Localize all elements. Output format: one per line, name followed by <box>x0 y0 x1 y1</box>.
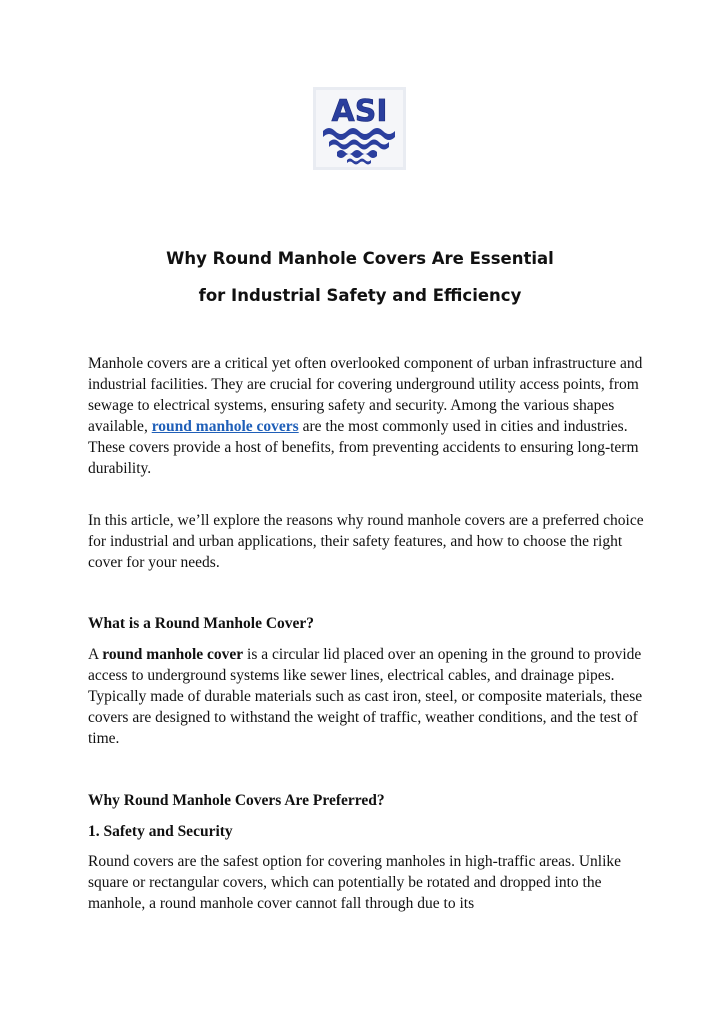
intro-text-before: Manhole covers are a critical yet often overlooked component of urban infrastructure and industrial facilities. They are crucial for covering underground utility access points, from sewage to electrical systems, ensuring safety and security. Among the various shapes available, <box>88 355 643 435</box>
asi-logo <box>313 87 406 170</box>
definition-paragraph <box>88 645 648 750</box>
definition-bold-term: round manhole cover <box>102 646 244 663</box>
subheading-safety-security: 1. Safety and Security <box>88 823 233 840</box>
title-line-1: Why Round Manhole Covers Are Essential <box>166 249 554 268</box>
intro-text-after: are the most commonly used in cities and industries. These covers provide a host of benefits, from preventing accidents to ensuring long-term durability. <box>88 417 639 477</box>
round-manhole-covers-link[interactable]: round manhole covers <box>151 417 299 435</box>
title-line-2: for Industrial Safety and Efficiency <box>198 286 522 305</box>
article-intro-paragraph: In this article, we’ll explore the reasons why round manhole covers are a preferred choice for industrial and urban applications, their safety features, and how to choose the right cover for your needs. <box>88 512 644 571</box>
safety-paragraph: Round covers are the safest option for covering manholes in high-traffic areas. Unlike square or rectangular covers, which can potentially be rotated and dropped into the manhole, a round manhole cover cannot fall through due to its <box>88 853 622 912</box>
logo-lettering: ASI <box>331 94 388 129</box>
asi-logo-graphic <box>313 87 406 170</box>
section-heading-what-is: What is a Round Manhole Cover? <box>88 615 315 632</box>
definition-lead: A <box>88 646 103 663</box>
definition-rest: is a circular lid placed over an opening in the ground to provide access to underground systems like sewer lines, electrical cables, and drainage pipes. Typically made of durable materials such as cast iron, steel, or composite materials, these covers are designed to withstand the weight of traffic, weather conditions, and the test of time. <box>88 646 643 747</box>
intro-paragraph <box>88 354 648 479</box>
section-heading-why-preferred: Why Round Manhole Covers Are Preferred? <box>88 792 385 809</box>
